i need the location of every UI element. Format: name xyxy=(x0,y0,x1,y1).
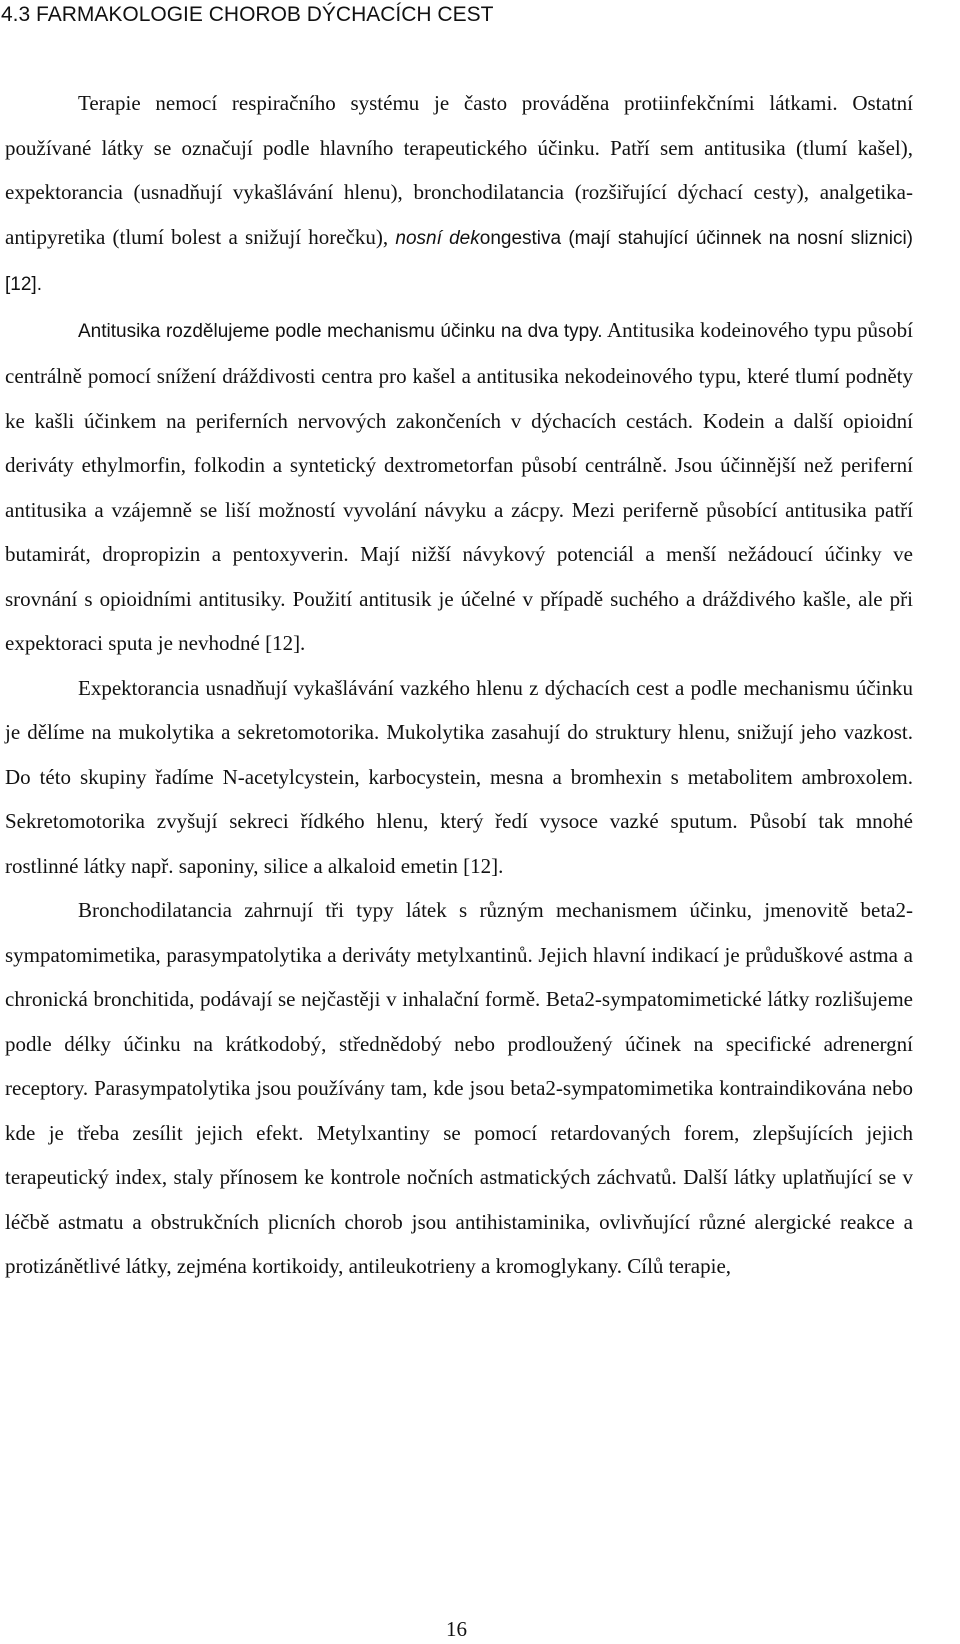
paragraph-intro-italic: nosní dek xyxy=(395,227,480,249)
page-number: 16 xyxy=(446,1617,467,1641)
paragraph-bronchodilatancia: Bronchodilatancia zahrnují tři typy látek s různým mechanismem účinku, jmenovitě beta2-sympatomimetika, parasympatolytika a deriváty metylxantinů. Jejich hlavní indikací je průduškové astma a chronická bronchitida, podávají se nejčastěji v inhalační formě. Beta2-sympatomimetické látky rozlišujeme podle délky účinku na krátkodobý, střednědobý nebo prodloužený účinek na specifické adrenergní receptory. Parasympatolytika jsou používány tam, kde jsou beta2-sympatomimetika kontraindikována nebo kde je třeba zesílit jejich efekt. Metylxantiny se pomocí retardovaných forem, zlepšujících jejich terapeutický index, staly přínosem ke kontrole nočních astmatických záchvatů. Další látky uplatňující se v léčbě astmatu a obstrukčních plicních chorob jsou antihistaminika, ovlivňující různé alergické reakce a protizánětlivé látky, zejména kortikoidy, antileukotrieny a kromoglykany. Cílů terapie, xyxy=(5,898,913,1278)
paragraph-intro-text: Terapie nemocí respiračního systému je často prováděna protiinfekčními látkami. Ostatní používané látky se označují podle hlavního terapeutického účinku. Patří sem antitusika (tlumí kašel), expektorancia (usnadňují vykašlávání hlenu), bronchodilatancia (rozšiřující dýchací cesty), analgetika-antipyretika (tlumí bolest a snižují horečku), xyxy=(5,91,913,249)
section-heading: 4.3 FARMAKOLOGIE CHOROB DÝCHACÍCH CEST xyxy=(1,3,494,26)
paragraph-antitusika-text: Antitusika kodeinového typu působí centrálně pomocí snížení dráždivosti centra pro kašel a antitusika nekodeinového typu, které tlumí podněty ke kašli účinkem na periferních nervových zakončeních v dýchacích cestách. Kodein a další opioidní deriváty ethylmorfin, folkodin a syntetický dextrometorfan působí centrálně. Jsou účinnější než periferní antitusika a vzájemně se liší možností vyvolání návyku a zácpy. Mezi periferně působící antitusika patří butamirát, dropropizin a pentoxyverin. Mají nižší návykový potenciál a menší nežádoucí účinky ve srovnání s opioidními antitusiky. Použití antitusik je účelné v případě suchého a dráždivého kašle, ale při expektoraci sputa je nevhodné [12]. xyxy=(5,317,913,655)
paragraph-antitusika xyxy=(5,308,913,666)
paragraph-intro xyxy=(5,81,913,308)
paragraph-expektorancia: Expektorancia usnadňují vykašlávání vazkého hlenu z dýchacích cest a podle mechanismu účinku je dělíme na mukolytika a sekretomotorika. Mukolytika zasahují do struktury hlenu, snižují jeho vazkost. Do této skupiny řadíme N-acetylcystein, karbocystein, mesna a bromhexin s metabolitem ambroxolem. Sekretomotorika zvyšují sekreci řídkého hlenu, který ředí vysoce vazké sputum. Působí tak mnohé rostlinné látky např. saponiny, silice a alkaloid emetin [12]. xyxy=(5,675,913,878)
paragraph-antitusika-lead: Antitusika rozdělujeme podle mechanismu účinku na dva typy. xyxy=(78,320,603,342)
paragraph-intro-end: ongestiva (mají stahující účinnek na nosní sliznici) [12]. xyxy=(5,227,913,295)
body-text xyxy=(5,81,913,1289)
